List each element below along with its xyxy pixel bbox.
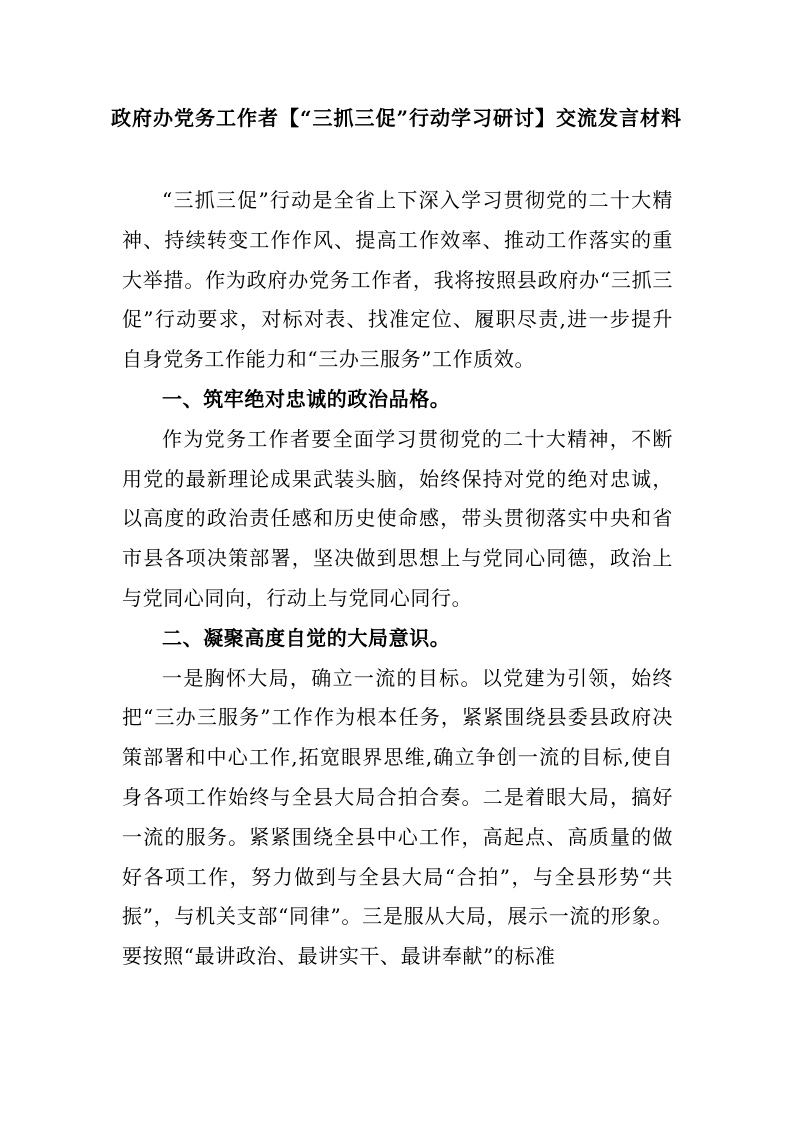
section-2-paragraph: 一是胸怀大局，确立一流的目标。以党建为引领，始终把“三办三服务”工作作为根本任务，紧紧围绕县委县政府决策部署和中心工作,拓宽眼界思维,确立争创一流的目标,使自身各项工作始终与全县大局合拍合奏。二是着眼大局，搞好一流的服务。紧紧围绕全县中心工作，高起点、高质量的做好各项工作，努力做到与全县大局“合拍”，与全县形势“共振”，与机关支部“同律”。三是服从大局，展示一流的形象。要按照“最讲政治、最讲实干、最讲奉献”的标准 [122, 665, 673, 969]
intro-paragraph: “三抓三促”行动是全省上下深入学习贯彻党的二十大精神、持续转变工作作风、提高工作效率、推动工作落实的重大举措。作为政府办党务工作者，我将按照县政府办“三抓三促”行动要求，对标对表、找准定位、履职尽责,进一步提升自身党务工作能力和“三办三服务”工作质效。 [122, 188, 673, 372]
document-body [122, 181, 673, 977]
section-heading-1: 一、筑牢绝对忠诚的政治品格。 [162, 386, 451, 411]
document-title: 政府办党务工作者【“三抓三促”行动学习研讨】交流发言材料 [110, 106, 682, 130]
section-heading-2: 二、凝聚高度自觉的大局意识。 [162, 625, 451, 650]
section-1-paragraph: 作为党务工作者要全面学习贯彻党的二十大精神，不断用党的最新理论成果武装头脑，始终保持对党的绝对忠诚，以高度的政治责任感和历史使命感，带头贯彻落实中央和省市县各项决策部署，坚决做到思想上与党同心同德，政治上与党同心同向，行动上与党同心同行。 [122, 426, 673, 610]
